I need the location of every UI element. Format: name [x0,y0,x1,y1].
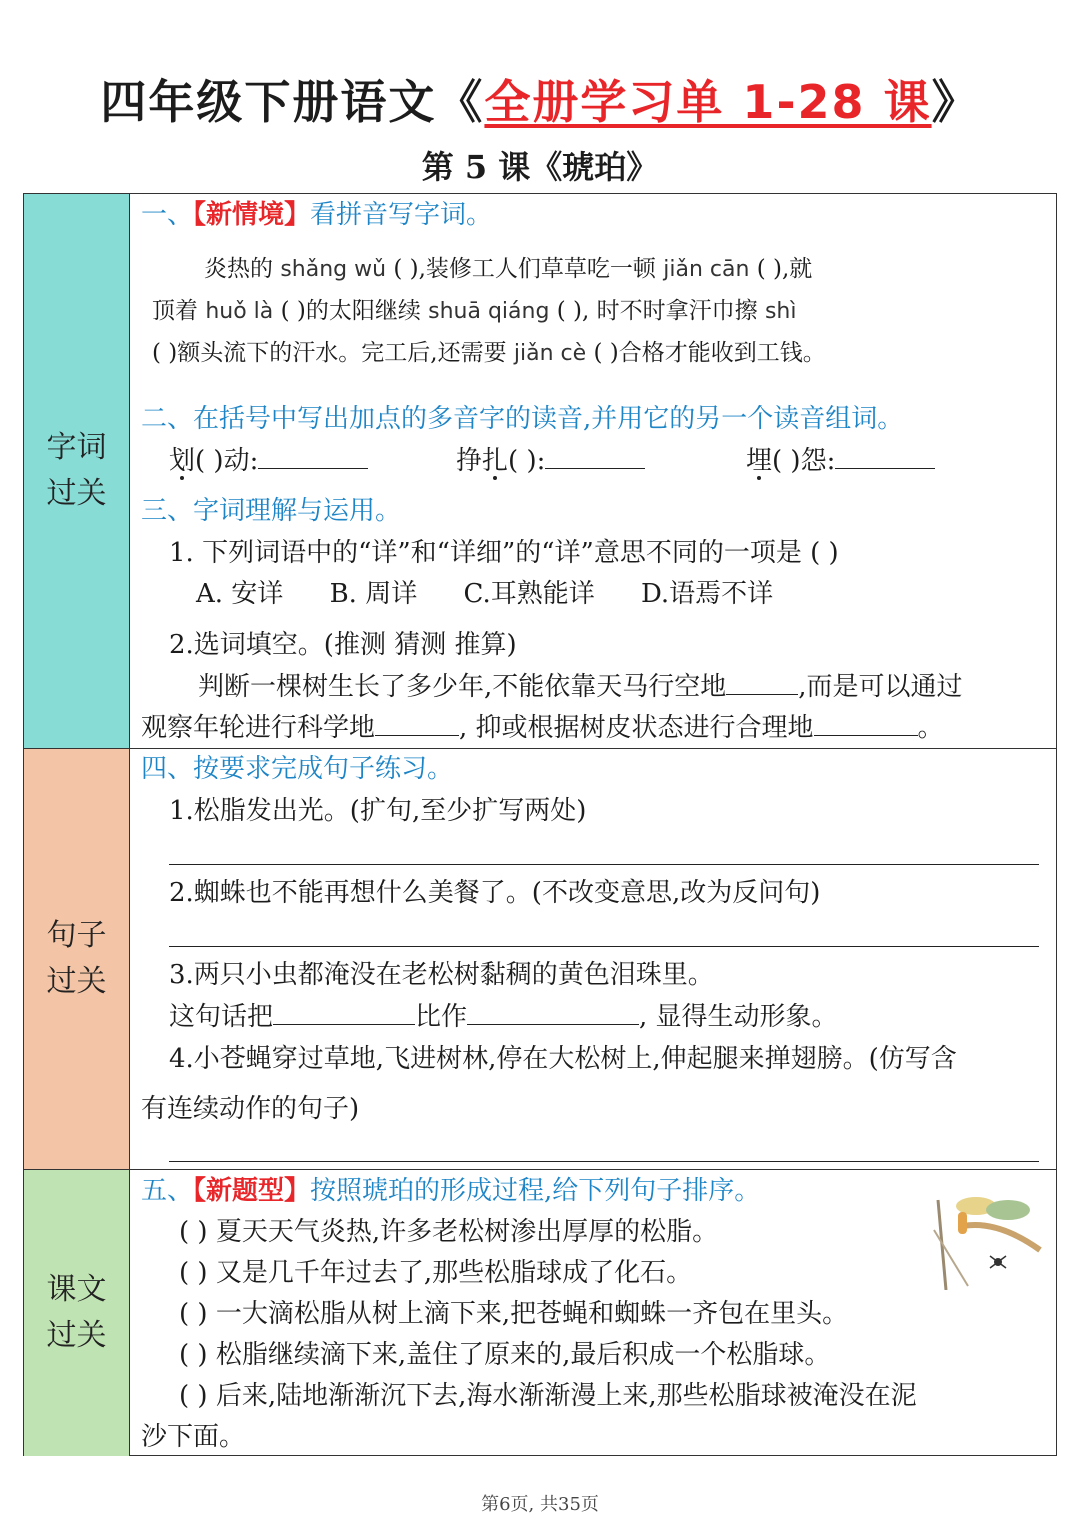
q4-item1: 1.松脂发出光。(扩句,至少扩写两处) [169,796,587,826]
q1-heading: 一、【新情境】看拼音写字词。 [141,200,493,230]
row-divider [24,1169,1056,1170]
q5-sentence-4: ( ) 松脂继续滴下来,盖住了原来的,最后积成一个松脂球。 [179,1340,831,1370]
q2-word3: 埋( )怨: [746,444,935,478]
q5-sentence-5-cont: 沙下面。 [141,1422,246,1452]
q5-sentence-3: ( ) 一大滴松脂从树上滴下来,把苍蝇和蜘蛛一齐包在里头。 [179,1299,849,1329]
q1-paragraph-line2: 顶着 huǒ là ( )的太阳继续 shuā qiáng ( ), 时不时拿汗巾擦 shì [152,298,797,324]
option-c: C.耳熟能详 [463,579,595,609]
answer-line [169,946,1039,947]
title-suffix: 》 [931,75,980,129]
q5-heading: 五、【新题型】按照琥珀的形成过程,给下列句子排序。 [141,1176,761,1206]
lesson-subtitle: 第 5 课《琥珀》 [421,148,659,186]
q3-item2-line1: 判断一棵树生长了多少年,不能依靠天马行空地 ,而是可以通过 [198,672,963,702]
q2-heading: 二、在括号中写出加点的多音字的读音,并用它的另一个读音组词。 [141,404,904,434]
option-d: D.语焉不详 [640,579,774,609]
section-label-juzi: 句子过关 [24,748,130,1169]
section-label-ciyu: 字词过关 [24,194,130,748]
title-prefix: 四年级下册语文《 [100,75,485,129]
q5-sentence-2: ( ) 又是几千年过去了,那些松脂球成了化石。 [179,1258,693,1288]
row-divider [24,748,1056,749]
q4-item4-line2: 有连续动作的句子) [141,1094,360,1124]
q3-options [196,577,773,611]
q4-item4-line1: 4.小苍蝇穿过草地,飞进树林,停在大松树上,伸起腿来掸翅膀。(仿写含 [169,1044,957,1074]
q5-sentence-1: ( ) 夏天天气炎热,许多老松树渗出厚厚的松脂。 [179,1217,719,1247]
q3-item2-line2: 观察年轮进行科学地 , 抑或根据树皮状态进行合理地 。 [141,713,944,743]
q3-item2: 2.选词填空。(推测 猜测 推算) [169,630,517,660]
q2-word2: 挣扎( ): [456,444,645,478]
option-b: B. 周详 [329,579,418,609]
worksheet-table [23,193,1057,1456]
q5-sentence-5: ( ) 后来,陆地渐渐沉下去,海水渐渐漫上来,那些松脂球被淹没在泥 [179,1381,917,1411]
q1-paragraph-line3: ( )额头流下的汗水。完工后,还需要 jiǎn cè ( )合格才能收到工钱。 [152,340,826,366]
answer-line [169,1161,1039,1162]
q3-heading: 三、字词理解与运用。 [141,496,402,526]
q4-item3-fill: 这句话把 比作 , 显得生动形象。 [169,1002,838,1032]
q4-heading: 四、按要求完成句子练习。 [141,754,454,784]
q4-item3: 3.两只小虫都淹没在老松树黏稠的黄色泪珠里。 [169,960,714,990]
page-footer: 第6页, 共35页 [481,1494,599,1515]
option-a: A. 安详 [196,579,284,609]
q1-paragraph-line1: 炎热的 shǎng wǔ ( ),装修工人们草草吃一顿 jiǎn cān ( ),就 [204,256,813,282]
q2-word1: 划( )动: [169,444,368,478]
section-label-kewen: 课文过关 [24,1169,130,1456]
amber-illustration [928,1190,1044,1290]
q3-item1: 1. 下列词语中的“详”和“详细”的“详”意思不同的一项是 ( ) [169,538,839,568]
page-title [0,66,1080,132]
answer-line [169,864,1039,865]
title-highlight: 全册学习单 1-28 课 [484,75,932,129]
q4-item2: 2.蜘蛛也不能再想什么美餐了。(不改变意思,改为反问句) [169,878,821,908]
